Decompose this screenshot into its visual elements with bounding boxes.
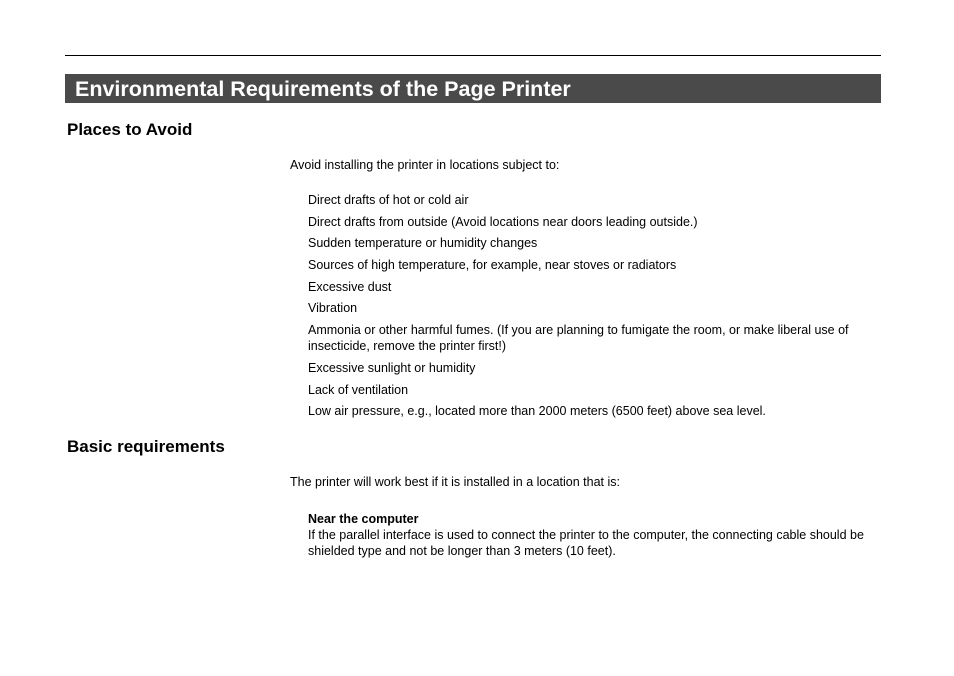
list-item: Low air pressure, e.g., located more than 2000 meters (6500 feet) above sea level. <box>308 404 766 419</box>
top-divider <box>65 55 881 56</box>
list-item: Vibration <box>308 301 358 316</box>
list-item: Sources of high temperature, for example, near stoves or radiators <box>308 258 677 273</box>
list-item: Direct drafts from outside (Avoid locations near doors leading outside.) <box>308 214 698 229</box>
requirement-body: If the parallel interface is used to connect the printer to the computer, the connecting cable should be shielded type and not be longer than 3 meters (10 feet). <box>308 528 864 558</box>
list-item: Direct drafts of hot or cold air <box>308 193 469 207</box>
list-item: Excessive dust <box>308 279 392 294</box>
list-item: Lack of ventilation <box>308 382 409 397</box>
basic-requirements-heading: Basic requirements <box>67 437 225 456</box>
places-to-avoid-list <box>308 192 878 425</box>
page-title: Environmental Requirements of the Page Printer <box>75 77 571 101</box>
requirement-item <box>308 511 878 559</box>
places-to-avoid-heading: Places to Avoid <box>67 120 193 139</box>
list-item: Excessive sunlight or humidity <box>308 361 476 376</box>
list-item: Sudden temperature or humidity changes <box>308 236 538 251</box>
requirement-title: Near the computer <box>308 512 419 526</box>
title-banner <box>65 74 881 103</box>
places-to-avoid-intro: Avoid installing the printer in locations subject to: <box>290 158 560 172</box>
list-item: Ammonia or other harmful fumes. (If you are planning to fumigate the room, or make liberal use of insecticide, remove the printer first!) <box>308 323 849 354</box>
basic-requirements-intro: The printer will work best if it is installed in a location that is: <box>290 475 620 489</box>
